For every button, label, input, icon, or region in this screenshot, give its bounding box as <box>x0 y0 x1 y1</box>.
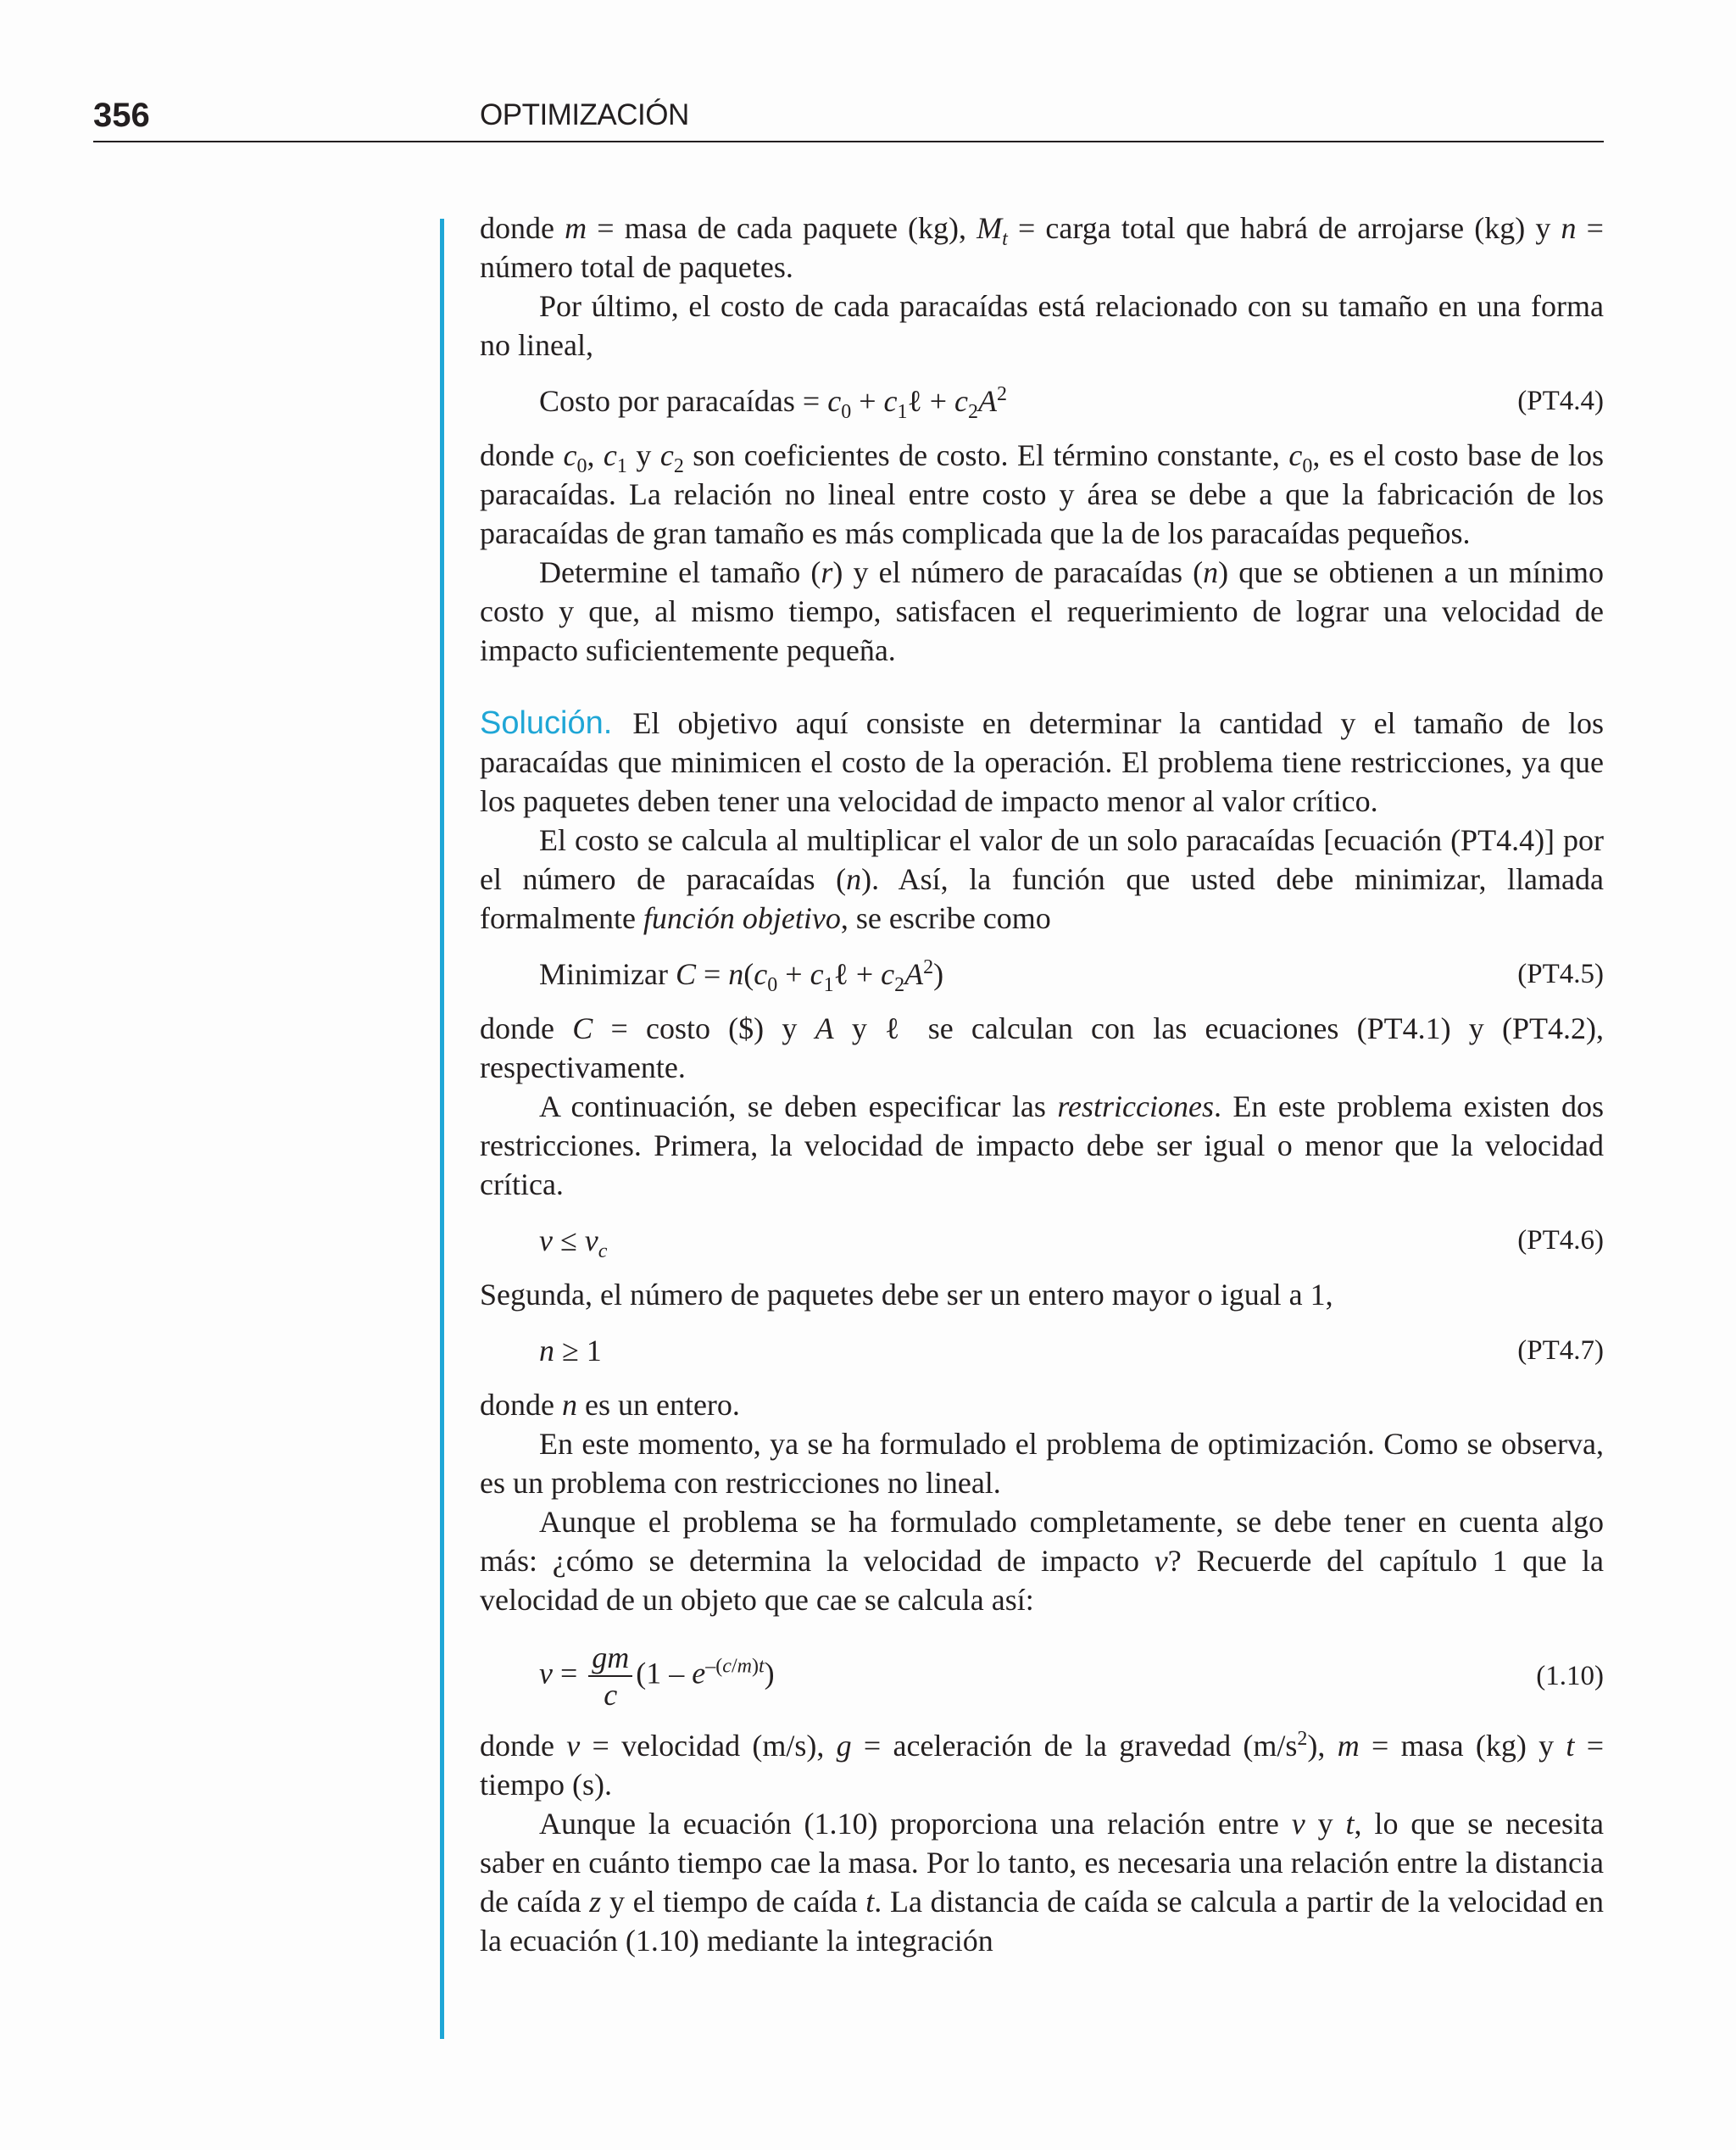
equation-number: (PT4.6) <box>1517 1225 1604 1256</box>
equation-1-10 <box>480 1640 1604 1713</box>
equation-pt4-7 <box>480 1331 1604 1370</box>
equation-number: (1.10) <box>1536 1661 1604 1691</box>
equation-pt4-6 <box>480 1221 1604 1263</box>
equation-body: v = $\frac{gm}{c}$ $(1 - e^{-(c/m)t})$ <box>539 1640 775 1712</box>
paragraph: Por último, el costo de cada paracaídas está relacionado con su tamaño en una forma no lineal, <box>480 289 1604 362</box>
page-body <box>480 209 1604 1960</box>
equation-pt4-4 <box>480 382 1604 424</box>
equation-number: (PT4.5) <box>1517 959 1604 989</box>
paragraph: Determine el tamaño (r) y el número de paracaídas (n) que se obtienen a un mínimo costo y que, al mismo tiempo, satisfacen el requerimiento de lograr una velocidad de impacto suficientemente pequeña. <box>480 555 1604 667</box>
equation-body: Costo por paracaídas = $c_0$ + $c_1\ell + c_2A^2$ <box>539 383 1008 424</box>
paragraph: donde n es un entero. <box>480 1388 740 1422</box>
paragraph: donde m = masa de cada paquete (kg), $M_t$ = carga total que habrá de arrojarse (kg) y n = número total de paquetes. <box>480 211 1604 284</box>
paragraph: donde $c_0$, $c_1$ y $c_2$ son coeficientes de costo. El término constante, $c_0$, es el costo base de los paracaídas. La relación no lineal entre costo y área se debe a que la fabricación de los paracaídas de gran tamaño es más complicada que la de los paracaídas pequeños. <box>480 438 1605 550</box>
paragraph: El costo se calcula al multiplicar el valor de un solo paracaídas [ecuación (PT4.4)] por el número de paracaídas (n). Así, la función que usted debe minimizar, llamada formalmente función objetivo, se escribe como <box>480 823 1604 935</box>
paragraph: A continuación, se deben especificar las restricciones. En este problema existen dos restricciones. Primera, la velocidad de impacto debe ser igual o menor que la velocidad crítica. <box>480 1089 1604 1201</box>
equation-number: (PT4.4) <box>1517 386 1604 416</box>
margin-rule <box>440 219 444 2039</box>
solution-label: Solución. <box>480 705 613 741</box>
running-head: OPTIMIZACIÓN <box>480 98 689 131</box>
equation-body: n ≥ 1 <box>539 1334 602 1367</box>
paragraph: Aunque la ecuación (1.10) proporciona una relación entre v y t, lo que se necesita saber en cuánto tiempo cae la masa. Por lo tanto, es necesaria una relación entre la distancia de caída z y el tiempo de caída t. La distancia de caída se calcula a partir de la velocidad en la ecuación (1.10) mediante la integración <box>480 1807 1605 1958</box>
fraction: $\frac{gm}{c}$ <box>588 1640 632 1713</box>
page-header <box>93 95 1604 142</box>
equation-body: $v \le v_c$ <box>539 1223 608 1263</box>
paragraph: Solución. El objetivo aquí consiste en determinar la cantidad y el tamaño de los paracaídas que minimicen el costo de la operación. El problema tiene restricciones, ya que los paquetes deben tener una velocidad de impacto menor al valor crítico. <box>480 705 1604 818</box>
equation-number: (PT4.7) <box>1517 1335 1604 1366</box>
paragraph: Aunque el problema se ha formulado completamente, se debe tener en cuenta algo más: ¿cómo se determina la velocidad de impacto v? Recuerde del capítulo 1 que la velocidad de un objeto que cae se calcula así: <box>480 1505 1605 1617</box>
paragraph: En este momento, ya se ha formulado el problema de optimización. Como se observa, es un problema con restricciones no lineal. <box>480 1427 1604 1500</box>
page-number: 356 <box>93 97 150 134</box>
paragraph: Segunda, el número de paquetes debe ser un entero mayor o igual a 1, <box>480 1278 1333 1312</box>
paragraph: donde v = velocidad (m/s), g = aceleración de la gravedad $(m/s^2)$, m = masa (kg) y t = tiempo (s). <box>480 1728 1604 1802</box>
equation-body: Minimizar $C = n(c_0$ + $c_1\ell + c_2A^2$) <box>539 956 944 997</box>
equation-pt4-5 <box>480 955 1604 997</box>
paragraph: donde C = costo ($) y A y ℓ se calculan con las ecuaciones (PT4.1) y (PT4.2), respectivamente. <box>480 1011 1604 1084</box>
